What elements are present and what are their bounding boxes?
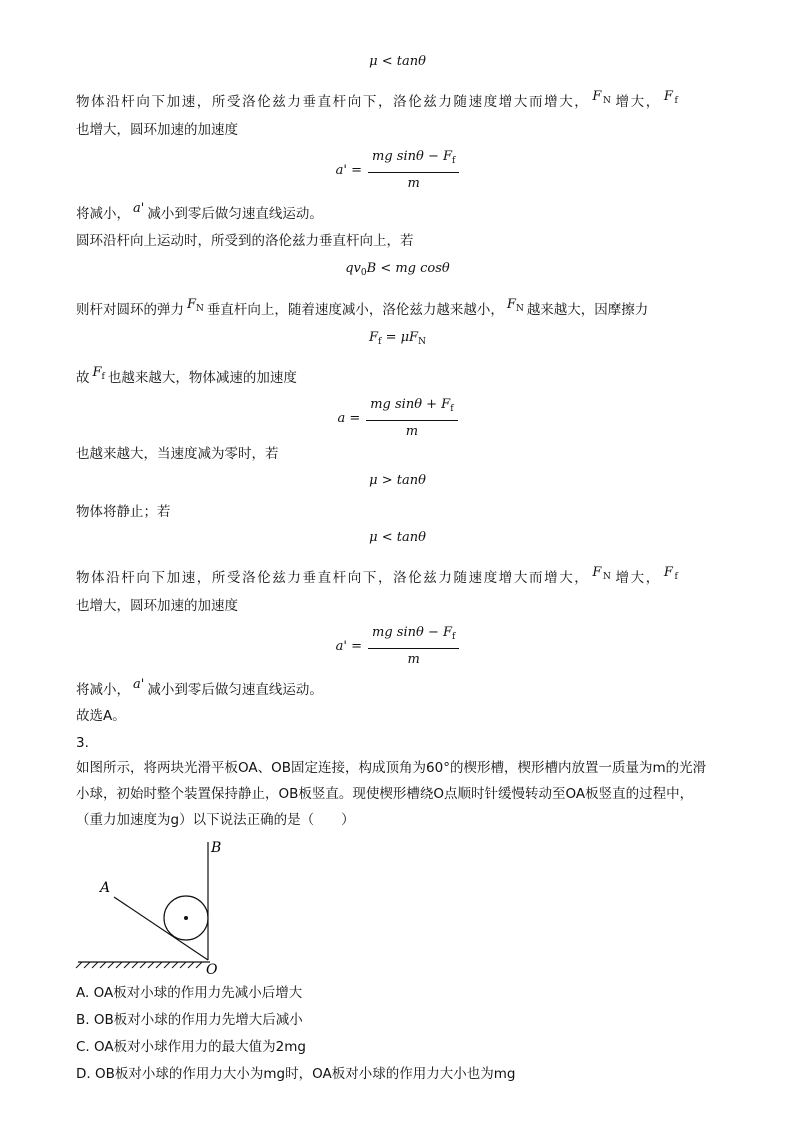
paragraph-decrease: 将减小， a' 减小到零后做匀速直线运动。 xyxy=(76,677,323,698)
fraction: $\frac{mg \sin\theta - F_f}{m}$ xyxy=(368,148,459,193)
option-b: B. OB板对小球的作用力先增大后减小 xyxy=(76,1012,303,1028)
label-a: A xyxy=(100,880,111,896)
symbol-fn: $F_N$ xyxy=(592,565,613,582)
equation-qvb: $qv_0B$ < mg cosθ xyxy=(345,261,450,278)
text: 物体沿杆向下加速，所受洛伦兹力垂直杆向下，洛伦兹力随速度增大而增大， xyxy=(76,94,590,110)
symbol-fn: $F_N$ xyxy=(187,297,204,314)
answer-line: 故选A。 xyxy=(76,708,126,724)
symbol-a-prime: a' xyxy=(133,677,145,692)
paragraph-upward-motion: 圆环沿杆向上运动时，所受到的洛伦兹力垂直杆向上，若 xyxy=(76,233,414,249)
equation-a-prime: a' = $\frac{mg \sin\theta - F_f}{m}$ xyxy=(0,624,795,669)
paragraph-decrease: 将减小， a' 减小到零后做匀速直线运动。 xyxy=(76,201,323,222)
symbol-ff: $F_f$ xyxy=(92,365,105,382)
paragraph-line: 物体将静止；若 xyxy=(76,504,171,520)
symbol-a-prime: a' xyxy=(133,201,145,216)
fraction: $\frac{mg \sin\theta - F_f}{m}$ xyxy=(368,624,459,669)
option-c: C. OA板对小球作用力的最大值为2mg xyxy=(76,1039,306,1055)
paragraph-line: 也增大，圆环加速的加速度 xyxy=(76,598,238,614)
wedge-figure xyxy=(70,836,250,976)
symbol-ff: $F_f$ xyxy=(663,89,680,106)
board-oa xyxy=(114,897,208,960)
question-stem-line: 如图所示，将两块光滑平板OA、OB固定连接，构成顶角为60°的楔形槽，楔形槽内放置一质量为m的光滑 xyxy=(76,760,707,776)
ground-hatch xyxy=(76,962,202,968)
question-stem-line: （重力加速度为g）以下说法正确的是（ ） xyxy=(76,812,355,828)
paragraph-downward-motion xyxy=(76,89,682,117)
equation-friction: $F_f = \mu F_N$ xyxy=(369,330,426,347)
label-o: O xyxy=(206,962,218,976)
paragraph-line: 也增大，圆环加速的加速度 xyxy=(76,122,238,138)
fraction: $\frac{mg \sin\theta + F_f}{m}$ xyxy=(366,396,457,441)
equation-mu-greater-tan: μ > tanθ xyxy=(369,473,426,488)
text: 增大， xyxy=(615,94,661,110)
equation-mu-less-tan: μ < tanθ xyxy=(369,530,426,545)
question-number: 3. xyxy=(76,735,89,751)
option-a: A. OA板对小球的作用力先减小后增大 xyxy=(76,985,303,1001)
option-d: D. OB板对小球的作用力大小为mg时，OA板对小球的作用力大小也为mg xyxy=(76,1066,516,1082)
equation-a-prime xyxy=(0,148,795,193)
question-stem-line: 小球，初始时整个装置保持静止，OB板竖直。现使楔形槽绕O点顺时针缓慢转动至OA板竖直的过程中， xyxy=(76,786,694,802)
paragraph-friction-increase: 故 $F_f$ 也越来越大，物体减速的加速度 xyxy=(76,365,297,386)
label-b: B xyxy=(211,840,222,856)
paragraph-line: 也越来越大，当速度减为零时，若 xyxy=(76,446,279,462)
ball-center xyxy=(184,916,188,920)
equation-mu-less-tan: μ < tanθ xyxy=(369,54,426,69)
equation-lhs: a' = xyxy=(335,162,362,178)
symbol-fn: $F_N$ xyxy=(506,297,524,314)
paragraph-downward-motion: 物体沿杆向下加速，所受洛伦兹力垂直杆向下，洛伦兹力随速度增大而增大， $F_N$ 增大， $F_f$ xyxy=(76,565,680,586)
symbol-fn: $F_N$ xyxy=(592,89,613,106)
symbol-ff: $F_f$ xyxy=(663,565,680,582)
equation-a: a = $\frac{mg \sin\theta + F_f}{m}$ xyxy=(0,396,795,441)
paragraph-normal-force: 则杆对圆环的弹力 $F_N$ 垂直杆向上，随着速度减小，洛伦兹力越来越小， $F_N$ 越来越大，因摩擦力 xyxy=(76,297,649,318)
